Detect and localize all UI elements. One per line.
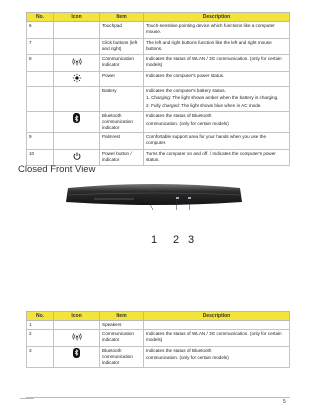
wireless-signal-icon: [72, 56, 82, 66]
description-line: The left and right buttons function like the left and right mouse buttons.: [146, 39, 272, 51]
section-title: Closed Front View: [18, 164, 96, 175]
row-description: [144, 38, 290, 55]
description-line: 2. Fully charged: The light shows blue when in AC mode.: [146, 102, 262, 108]
description-line: Indicates the computer's power status.: [146, 72, 225, 78]
row-number: 7: [27, 38, 54, 55]
closed-laptop-front-image: [64, 182, 244, 210]
row-item: Power: [100, 71, 144, 86]
callout-1: 1: [151, 234, 158, 246]
table-row: [27, 38, 290, 55]
row-icon-cell: [54, 71, 100, 86]
row-icon-cell: [54, 321, 100, 330]
callout-2: 2: [173, 234, 180, 246]
bluetooth-icon: [73, 348, 80, 358]
wireless-signal-icon: [72, 331, 82, 341]
row-icon-cell: [54, 112, 100, 133]
row-number: 9: [27, 133, 54, 150]
row-description: [144, 149, 290, 166]
page-number: 5: [283, 399, 286, 405]
row-item: Palmrest: [100, 133, 144, 150]
row-description: [144, 112, 290, 133]
row-number: 10: [27, 149, 54, 166]
row-number: 3: [27, 346, 54, 367]
table-row: [27, 321, 290, 330]
footer-rule-left: [20, 398, 34, 399]
row-item: Bluetooth communication indicator: [100, 112, 144, 133]
row-description: [144, 346, 290, 367]
row-description: [144, 55, 290, 72]
header-no: No.: [27, 312, 54, 321]
power-sun-icon: [72, 73, 82, 83]
row-icon-cell: [54, 86, 100, 112]
description-line: Comfortable support area for your hands when you use the computer.: [146, 134, 267, 145]
row-icon-cell: [54, 38, 100, 55]
description-line: Indicates the status of Bluetooth: [146, 347, 212, 353]
row-item: Bluetooth communication indicator: [100, 346, 144, 367]
closed-front-view-table: [26, 311, 290, 368]
header-item: Item: [100, 312, 144, 321]
row-number: [27, 71, 54, 86]
description-line: Touch-sensitive pointing device which functions like a computer mouse.: [146, 23, 275, 34]
components-table: [26, 12, 290, 166]
table-row: [27, 71, 290, 86]
row-icon-cell: [54, 330, 100, 347]
row-description: [144, 133, 290, 150]
description-line: communication. (only for certain models): [146, 355, 229, 360]
row-icon-cell: [54, 133, 100, 150]
header-icon: Icon: [54, 312, 100, 321]
row-number: 2: [27, 330, 54, 347]
row-description: [144, 86, 290, 112]
row-number: 6: [27, 22, 54, 39]
description-line: Indicates the computer's battery status.: [146, 87, 226, 93]
row-item: Communication indicator: [100, 55, 144, 72]
row-item: Power button / indicator: [100, 149, 144, 166]
table-row: [27, 86, 290, 112]
table-row: [27, 22, 290, 39]
power-button-icon: [72, 151, 82, 161]
row-number: [27, 112, 54, 133]
row-description: [144, 22, 290, 39]
row-item: Touchpad: [100, 22, 144, 39]
header-no: No.: [27, 13, 54, 22]
row-description: [144, 330, 290, 347]
table-row: [27, 133, 290, 150]
description-line: Indicates the status of WLAN / 3G communication. (only for certain models): [146, 331, 282, 342]
table-header-row: [27, 312, 290, 321]
description-line: Turns the computer on and off. / Indicates the computer's power status.: [146, 150, 276, 162]
table-row: [27, 112, 290, 133]
footer-rule: [26, 397, 290, 398]
bluetooth-icon: [73, 113, 80, 123]
row-description: [144, 71, 290, 86]
row-icon-cell: [54, 55, 100, 72]
description-line: communication. (only for certain models): [146, 120, 229, 126]
row-description: [144, 321, 290, 330]
description-line: Indicates the status of WLAN / 3G communication. (only for certain models): [146, 56, 282, 67]
description-line: 1. Charging: The light shows amber when the battery is charging.: [146, 95, 279, 100]
row-number: 8: [27, 55, 54, 72]
row-item: Click buttons (left and right): [100, 38, 144, 55]
callout-3: 3: [188, 234, 195, 246]
row-item: Communication indicator: [100, 330, 144, 347]
table-row: [27, 55, 290, 72]
row-item: Speakers: [100, 321, 144, 330]
header-item: Item: [100, 13, 144, 22]
header-description: Description: [144, 13, 290, 22]
row-icon-cell: [54, 22, 100, 39]
header-description: Description: [144, 312, 290, 321]
row-icon-cell: [54, 346, 100, 367]
row-number: [27, 86, 54, 112]
description-line: Indicates the status of Bluetooth: [146, 113, 212, 118]
header-icon: Icon: [54, 13, 100, 22]
row-item: Battery: [100, 86, 144, 112]
table-header-row: [27, 13, 290, 22]
table-row: [27, 346, 290, 367]
table-row: [27, 330, 290, 347]
row-number: 1: [27, 321, 54, 330]
